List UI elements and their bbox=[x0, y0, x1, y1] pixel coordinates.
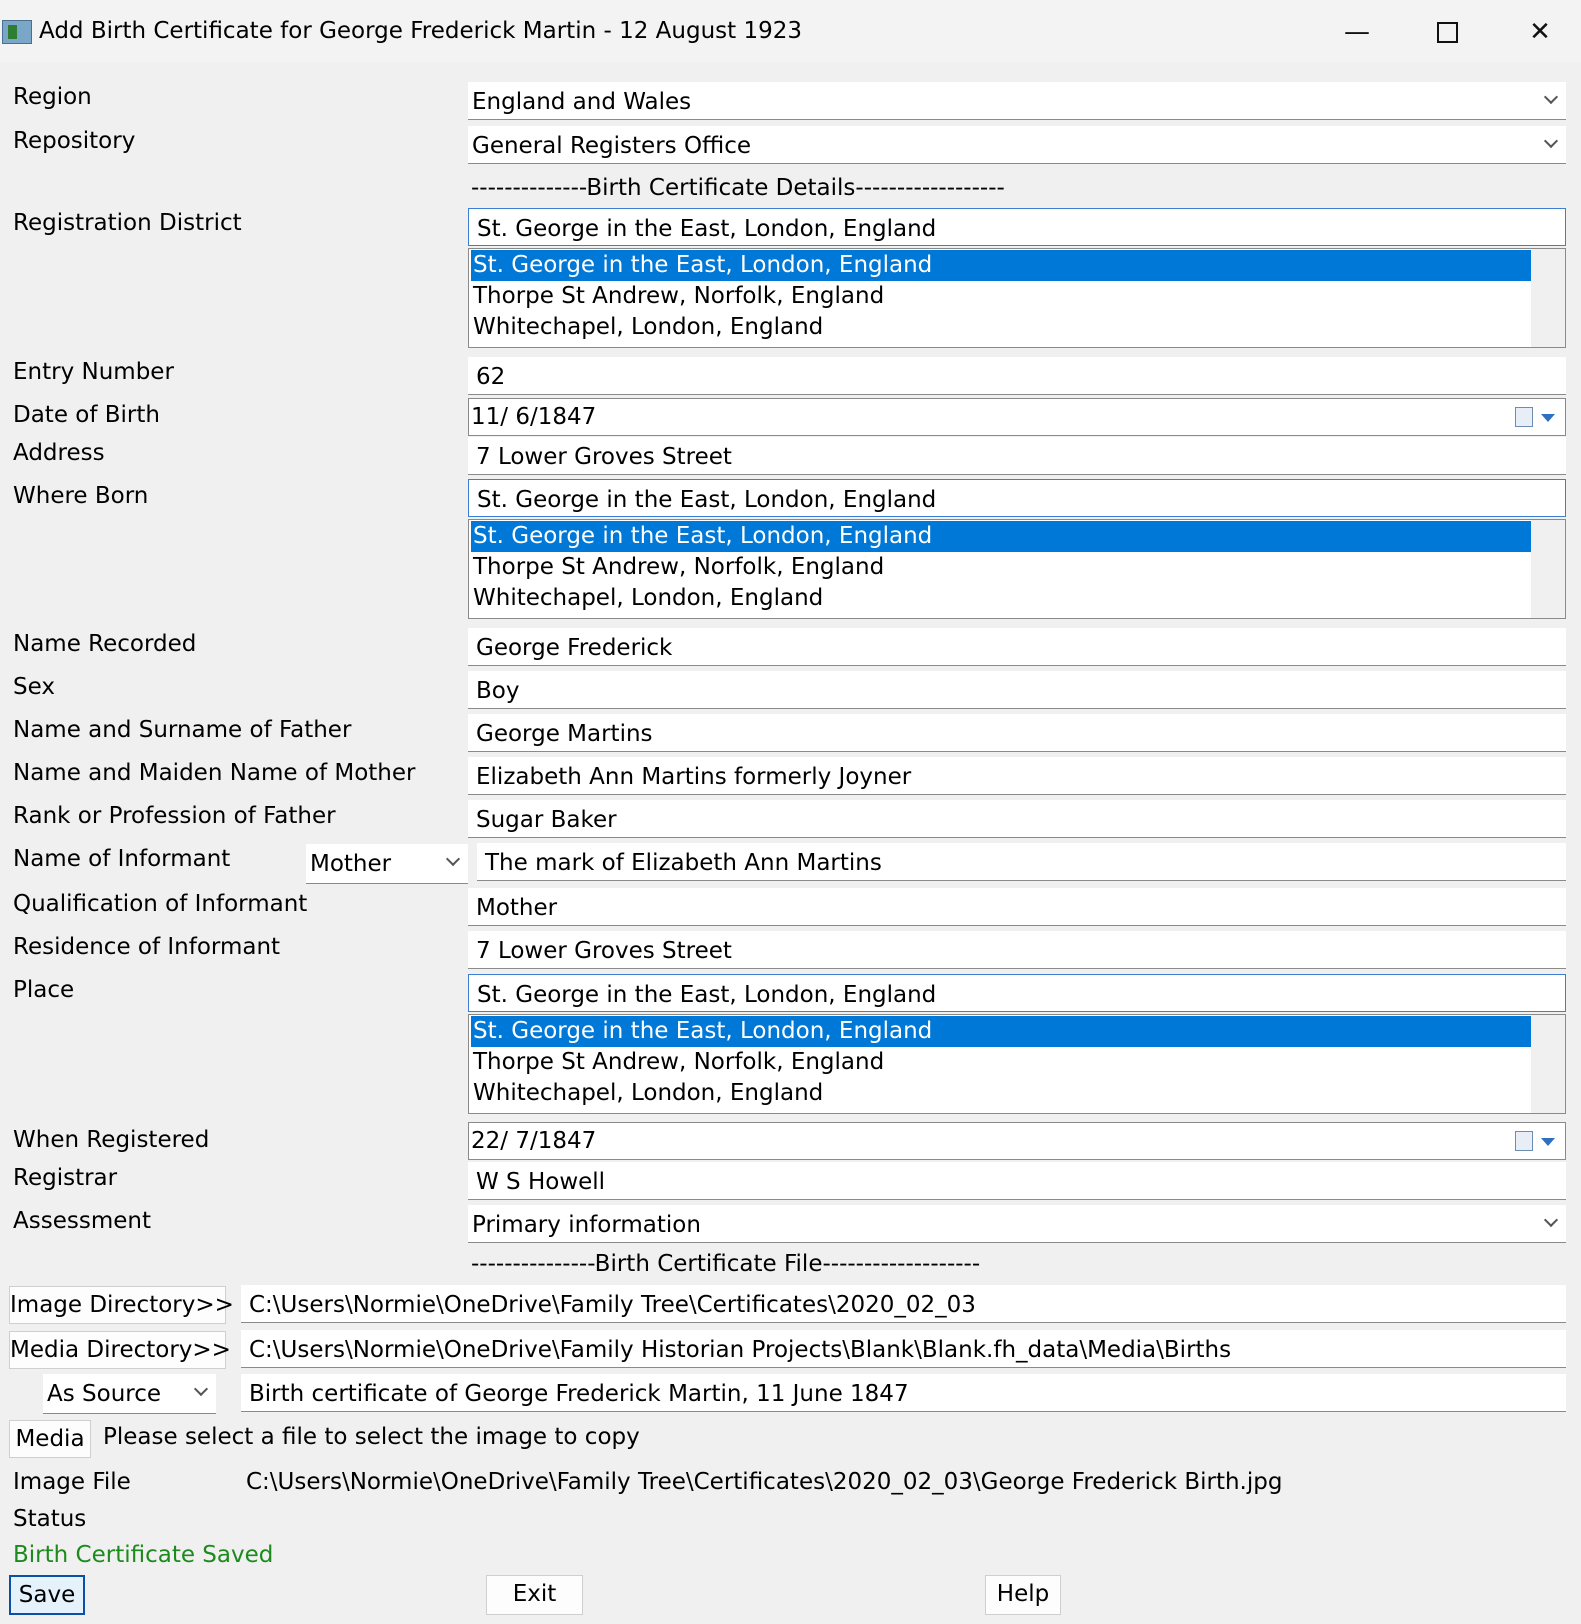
media-directory-button[interactable]: Media Directory>> bbox=[9, 1331, 226, 1369]
where-born-list[interactable] bbox=[468, 519, 1566, 619]
chevron-down-icon bbox=[446, 852, 460, 866]
source-mode-select[interactable] bbox=[43, 1374, 216, 1414]
source-mode-value: As Source bbox=[47, 1381, 162, 1407]
repository-label: Repository bbox=[13, 128, 136, 154]
image-directory-button[interactable]: Image Directory>> bbox=[9, 1286, 226, 1324]
informant-relation-value: Mother bbox=[310, 851, 392, 877]
chevron-down-icon bbox=[1544, 1213, 1558, 1227]
list-item[interactable]: Whitechapel, London, England bbox=[473, 1080, 824, 1106]
where-born-label: Where Born bbox=[13, 483, 149, 509]
list-scrollbar[interactable] bbox=[1531, 1015, 1565, 1113]
help-button[interactable]: Help bbox=[985, 1575, 1061, 1615]
save-button[interactable]: Save bbox=[9, 1575, 85, 1615]
list-item[interactable]: Thorpe St Andrew, Norfolk, England bbox=[473, 283, 885, 309]
list-item[interactable]: Whitechapel, London, England bbox=[473, 585, 824, 611]
list-item[interactable]: Whitechapel, London, England bbox=[473, 314, 824, 340]
informant-name-input[interactable]: The mark of Elizabeth Ann Martins bbox=[477, 843, 1566, 881]
entry-number-input[interactable]: 62 bbox=[468, 357, 1566, 395]
informant-qualification-input[interactable]: Mother bbox=[468, 888, 1566, 926]
status-message: Birth Certificate Saved bbox=[13, 1542, 274, 1568]
close-icon: ✕ bbox=[1529, 17, 1551, 47]
informant-residence-input[interactable]: 7 Lower Groves Street bbox=[468, 931, 1566, 969]
image-directory-input[interactable]: C:\Users\Normie\OneDrive\Family Tree\Certificates\2020_02_03 bbox=[241, 1285, 1566, 1323]
minimize-button[interactable] bbox=[1325, 10, 1389, 54]
date-of-birth-label: Date of Birth bbox=[13, 402, 160, 428]
address-label: Address bbox=[13, 440, 105, 466]
registration-district-label: Registration District bbox=[13, 210, 242, 236]
exit-button[interactable]: Exit bbox=[486, 1575, 583, 1615]
minimize-icon: — bbox=[1344, 17, 1370, 47]
list-item[interactable]: St. George in the East, London, England bbox=[471, 1016, 1531, 1047]
assessment-label: Assessment bbox=[13, 1208, 151, 1234]
region-label: Region bbox=[13, 84, 92, 110]
list-item[interactable]: Thorpe St Andrew, Norfolk, England bbox=[473, 554, 885, 580]
media-directory-input[interactable]: C:\Users\Normie\OneDrive\Family Historian Projects\Blank\Blank.fh_data\Media\Births bbox=[241, 1330, 1566, 1368]
chevron-down-icon bbox=[194, 1382, 208, 1396]
chevron-down-icon bbox=[1544, 134, 1558, 148]
repository-select[interactable] bbox=[468, 126, 1566, 164]
address-input[interactable]: 7 Lower Groves Street bbox=[468, 437, 1566, 475]
mother-name-label: Name and Maiden Name of Mother bbox=[13, 760, 416, 786]
window-title: Add Birth Certificate for George Frederick Martin - 12 August 1923 bbox=[39, 18, 802, 44]
title-bar bbox=[0, 0, 1581, 62]
maximize-icon bbox=[1437, 22, 1458, 43]
image-file-path: C:\Users\Normie\OneDrive\Family Tree\Certificates\2020_02_03\George Frederick Birth.jpg bbox=[246, 1469, 1283, 1495]
when-registered-value: 22/ 7/1847 bbox=[471, 1128, 597, 1154]
list-scrollbar[interactable] bbox=[1531, 249, 1565, 347]
dropdown-arrow-icon[interactable] bbox=[1541, 1138, 1555, 1146]
registrar-label: Registrar bbox=[13, 1165, 118, 1191]
details-separator: --------------Birth Certificate Details------------------ bbox=[471, 175, 1005, 201]
father-name-label: Name and Surname of Father bbox=[13, 717, 352, 743]
file-separator: ---------------Birth Certificate File------------------- bbox=[471, 1251, 981, 1277]
registration-district-input[interactable]: St. George in the East, London, England bbox=[468, 208, 1566, 246]
sex-input[interactable]: Boy bbox=[468, 671, 1566, 709]
father-profession-label: Rank or Profession of Father bbox=[13, 803, 336, 829]
mother-name-input[interactable]: Elizabeth Ann Martins formerly Joyner bbox=[468, 757, 1566, 795]
list-item[interactable]: St. George in the East, London, England bbox=[471, 521, 1531, 552]
close-button[interactable] bbox=[1508, 10, 1572, 54]
place-label: Place bbox=[13, 977, 75, 1003]
assessment-value: Primary information bbox=[472, 1212, 701, 1238]
repository-value: General Registers Office bbox=[472, 133, 752, 159]
where-born-input[interactable]: St. George in the East, London, England bbox=[468, 479, 1566, 517]
sex-label: Sex bbox=[13, 674, 55, 700]
father-name-input[interactable]: George Martins bbox=[468, 714, 1566, 752]
list-item[interactable]: Thorpe St Andrew, Norfolk, England bbox=[473, 1049, 885, 1075]
name-recorded-label: Name Recorded bbox=[13, 631, 197, 657]
app-icon[interactable] bbox=[2, 20, 32, 44]
chevron-down-icon bbox=[1544, 90, 1558, 104]
place-input[interactable]: St. George in the East, London, England bbox=[468, 974, 1566, 1012]
when-registered-picker[interactable] bbox=[468, 1122, 1566, 1160]
date-of-birth-value: 11/ 6/1847 bbox=[471, 404, 597, 430]
place-list[interactable] bbox=[468, 1014, 1566, 1114]
father-profession-input[interactable]: Sugar Baker bbox=[468, 800, 1566, 838]
region-value: England and Wales bbox=[472, 89, 692, 115]
registration-district-list[interactable] bbox=[468, 248, 1566, 348]
assessment-select[interactable] bbox=[468, 1205, 1566, 1243]
media-button[interactable]: Media bbox=[9, 1420, 91, 1458]
list-scrollbar[interactable] bbox=[1531, 520, 1565, 618]
maximize-button[interactable] bbox=[1415, 10, 1479, 54]
entry-number-label: Entry Number bbox=[13, 359, 174, 385]
list-item[interactable]: St. George in the East, London, England bbox=[471, 250, 1531, 281]
registrar-input[interactable]: W S Howell bbox=[468, 1162, 1566, 1200]
status-label: Status bbox=[13, 1506, 87, 1532]
when-registered-label: When Registered bbox=[13, 1127, 210, 1153]
informant-residence-label: Residence of Informant bbox=[13, 934, 281, 960]
region-select[interactable] bbox=[468, 82, 1566, 120]
informant-relation-select[interactable] bbox=[306, 844, 468, 884]
calendar-icon[interactable] bbox=[1515, 1131, 1533, 1151]
image-file-label: Image File bbox=[13, 1469, 131, 1495]
calendar-icon[interactable] bbox=[1515, 407, 1533, 427]
source-title-input[interactable]: Birth certificate of George Frederick Martin, 11 June 1847 bbox=[241, 1374, 1566, 1412]
informant-qualification-label: Qualification of Informant bbox=[13, 891, 308, 917]
dropdown-arrow-icon[interactable] bbox=[1541, 414, 1555, 422]
media-hint-text: Please select a file to select the image to copy bbox=[103, 1424, 640, 1450]
date-of-birth-picker[interactable] bbox=[468, 398, 1566, 436]
name-recorded-input[interactable]: George Frederick bbox=[468, 628, 1566, 666]
informant-name-label: Name of Informant bbox=[13, 846, 231, 872]
